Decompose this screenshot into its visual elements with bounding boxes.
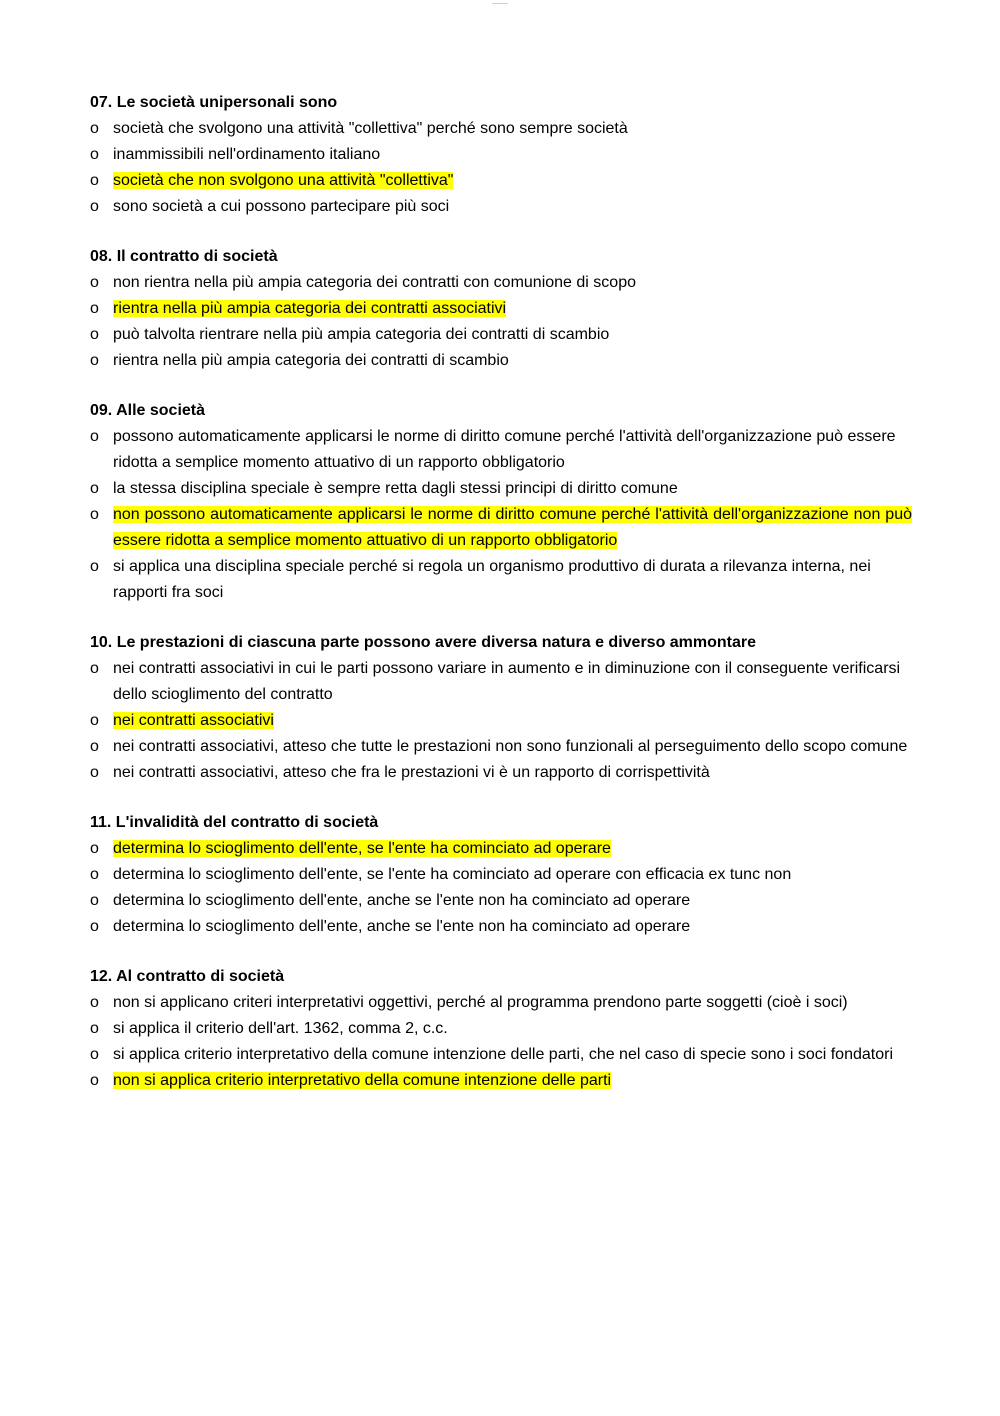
- bullet-icon: o: [90, 300, 99, 317]
- answer-text: non si applicano criteri interpretativi oggettivi, perché al programma prendono parte soggetti (cioè i soci): [113, 994, 848, 1011]
- answer-text: società che svolgono una attività "collettiva" perché sono sempre società: [113, 120, 628, 137]
- question-title: 11. L'invalidità del contratto di società: [90, 814, 379, 831]
- answer-text: nei contratti associativi, atteso che fra le prestazioni vi è un rapporto di corrispettività: [113, 764, 710, 781]
- answer-option[interactable]: [90, 348, 912, 374]
- answer-option[interactable]: [90, 270, 912, 296]
- bullet-icon: o: [90, 764, 99, 781]
- bullet-icon: o: [90, 326, 99, 343]
- answer-text: non rientra nella più ampia categoria dei contratti con comunione di scopo: [113, 274, 636, 291]
- answer-text: nei contratti associativi in cui le parti possono variare in aumento e in diminuzione con il conseguente verificarsi dello scioglimento del contratto: [113, 660, 901, 703]
- answer-option-correct[interactable]: [90, 168, 912, 194]
- answer-option[interactable]: [90, 476, 912, 502]
- answer-option[interactable]: [90, 914, 912, 940]
- quiz-page: [90, 90, 912, 1118]
- answer-option[interactable]: [90, 194, 912, 220]
- answer-option[interactable]: [90, 862, 912, 888]
- answer-text: sono società a cui possono partecipare più soci: [113, 198, 450, 215]
- answer-option[interactable]: [90, 322, 912, 348]
- answer-option[interactable]: [90, 656, 912, 708]
- answer-option[interactable]: [90, 1016, 912, 1042]
- bullet-icon: o: [90, 866, 99, 883]
- answer-text: possono automaticamente applicarsi le norme di diritto comune perché l'attività dell'organizzazione può essere ridotta a semplice momento attuativo di un rapporto obbligatorio: [113, 428, 896, 471]
- answer-option[interactable]: [90, 990, 912, 1016]
- answer-text: può talvolta rientrare nella più ampia categoria dei contratti di scambio: [113, 326, 610, 343]
- bullet-icon: o: [90, 558, 99, 575]
- bullet-icon: o: [90, 892, 99, 909]
- bullet-icon: o: [90, 274, 99, 291]
- answer-text: determina lo scioglimento dell'ente, anche se l'ente non ha cominciato ad operare: [113, 892, 691, 909]
- question-11: [90, 810, 912, 940]
- question-title: 12. Al contratto di società: [90, 968, 285, 985]
- answer-option-correct[interactable]: [90, 836, 912, 862]
- question-12: [90, 964, 912, 1094]
- bullet-icon: o: [90, 840, 99, 857]
- question-10: [90, 630, 912, 786]
- bullet-icon: o: [90, 1072, 99, 1089]
- answer-text-highlighted: non possono automaticamente applicarsi le norme di diritto comune perché l'attività dell'organizzazione non può essere ridotta a semplice momento attuativo di un rapporto obbligatorio: [113, 506, 912, 549]
- bullet-icon: o: [90, 172, 99, 189]
- bullet-icon: o: [90, 428, 99, 445]
- bullet-icon: o: [90, 146, 99, 163]
- question-title: 08. Il contratto di società: [90, 248, 278, 265]
- answer-option[interactable]: [90, 116, 912, 142]
- question-title: 09. Alle società: [90, 402, 206, 419]
- question-07: [90, 90, 912, 220]
- answer-text: determina lo scioglimento dell'ente, se l'ente ha cominciato ad operare con efficacia ex tunc non: [113, 866, 792, 883]
- bullet-icon: o: [90, 712, 99, 729]
- answer-text: la stessa disciplina speciale è sempre retta dagli stessi principi di diritto comune: [113, 480, 678, 497]
- answer-option-correct[interactable]: [90, 502, 912, 554]
- answer-text: nei contratti associativi, atteso che tutte le prestazioni non sono funzionali al perseguimento dello scopo comune: [113, 738, 908, 755]
- answer-text-highlighted: nei contratti associativi: [113, 712, 274, 729]
- answer-text: determina lo scioglimento dell'ente, anche se l'ente non ha cominciato ad operare: [113, 918, 691, 935]
- bullet-icon: o: [90, 994, 99, 1011]
- answer-text: rientra nella più ampia categoria dei contratti di scambio: [113, 352, 509, 369]
- answer-option-correct[interactable]: [90, 1068, 912, 1094]
- answer-text: si applica una disciplina speciale perché si regola un organismo produttivo di durata a rilevanza interna, nei rapporti fra soci: [113, 558, 871, 601]
- answer-option-correct[interactable]: [90, 708, 912, 734]
- page-header-mark: [492, 0, 508, 4]
- bullet-icon: o: [90, 738, 99, 755]
- answer-option[interactable]: [90, 1042, 912, 1068]
- answer-option[interactable]: [90, 760, 912, 786]
- bullet-icon: o: [90, 1046, 99, 1063]
- answer-option[interactable]: [90, 554, 912, 606]
- answer-text-highlighted: determina lo scioglimento dell'ente, se l'ente ha cominciato ad operare: [113, 840, 611, 857]
- bullet-icon: o: [90, 660, 99, 677]
- bullet-icon: o: [90, 352, 99, 369]
- answer-text-highlighted: società che non svolgono una attività "collettiva": [113, 172, 454, 189]
- answer-text: inammissibili nell'ordinamento italiano: [113, 146, 381, 163]
- answer-option[interactable]: [90, 424, 912, 476]
- answer-option-correct[interactable]: [90, 296, 912, 322]
- answer-text: si applica criterio interpretativo della comune intenzione delle parti, che nel caso di specie sono i soci fondatori: [113, 1046, 893, 1063]
- answer-option[interactable]: [90, 734, 912, 760]
- answer-text: si applica il criterio dell'art. 1362, comma 2, c.c.: [113, 1020, 448, 1037]
- answer-option[interactable]: [90, 142, 912, 168]
- question-09: [90, 398, 912, 606]
- answer-text-highlighted: rientra nella più ampia categoria dei contratti associativi: [113, 300, 507, 317]
- question-title: 10. Le prestazioni di ciascuna parte possono avere diversa natura e diverso ammontare: [90, 634, 757, 651]
- bullet-icon: o: [90, 918, 99, 935]
- bullet-icon: o: [90, 1020, 99, 1037]
- question-title: 07. Le società unipersonali sono: [90, 94, 338, 111]
- answer-text-highlighted: non si applica criterio interpretativo della comune intenzione delle parti: [113, 1072, 612, 1089]
- bullet-icon: o: [90, 480, 99, 497]
- answer-option[interactable]: [90, 888, 912, 914]
- bullet-icon: o: [90, 198, 99, 215]
- bullet-icon: o: [90, 120, 99, 137]
- bullet-icon: o: [90, 506, 99, 523]
- question-08: [90, 244, 912, 374]
